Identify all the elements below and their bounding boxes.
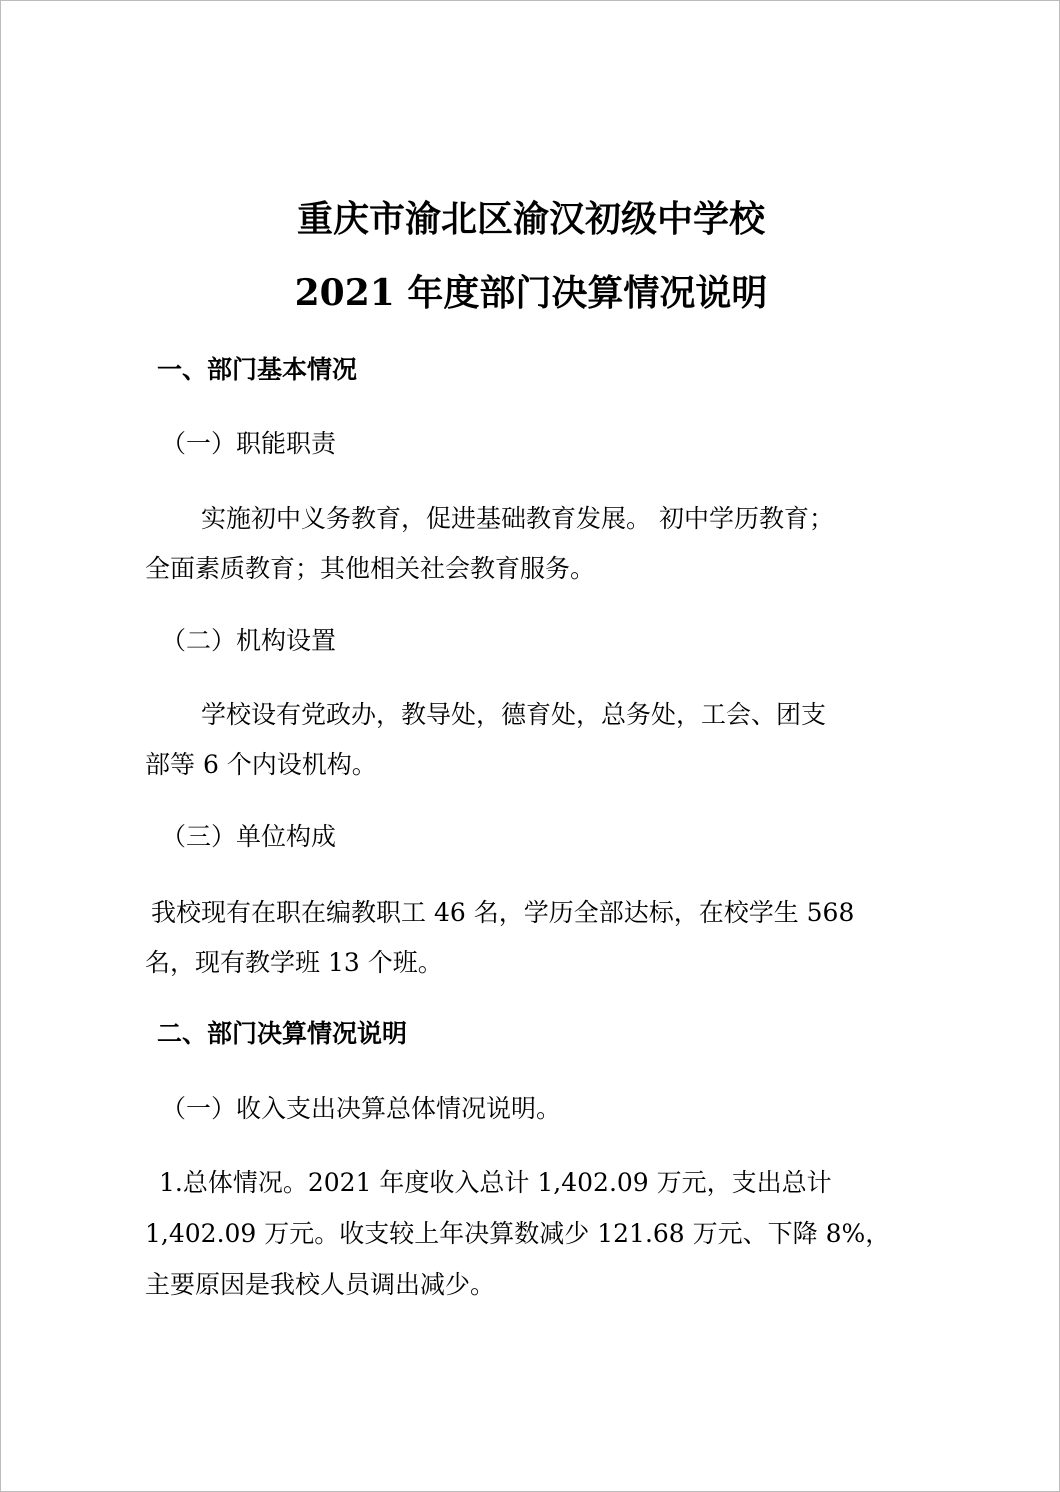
paragraph-line: 实施初中义务教育，促进基础教育发展。 初中学历教育； [201,504,834,533]
section-2-1-heading: （一）收入支出决算总体情况说明。 [161,1094,562,1123]
section-2-1-paragraph [145,1166,890,1302]
section-1-2-paragraph [145,698,826,782]
section-1-1-heading: （一）职能职责 [161,429,337,458]
paragraph-line: 1,402.09 万元。收支较上年决算数减少 121.68 万元、下降 8%， [145,1219,891,1248]
paragraph-line: 部等 6 个内设机构。 [145,750,377,779]
section-1-3-paragraph [145,896,854,980]
section-1-3-heading: （三）单位构成 [161,822,337,851]
section-2-heading: 二、部门决算情况说明 [157,1019,408,1048]
paragraph-line: 学校设有党政办，教导处，德育处，总务处，工会、团支 [201,700,827,729]
paragraph-line: 1.总体情况。2021 年度收入总计 1,402.09 万元，支出总计 [159,1168,832,1197]
document-title-line-1: 重庆市渝北区渝汉初级中学校 [296,198,765,240]
paragraph-line: 我校现有在职在编教职工 46 名，学历全部达标，在校学生 568 [151,898,855,927]
paragraph-line: 主要原因是我校人员调出减少。 [145,1270,496,1299]
section-1-1-paragraph [145,502,834,586]
paragraph-line: 全面素质教育；其他相关社会教育服务。 [145,554,596,583]
section-1-heading: 一、部门基本情况 [157,355,358,384]
section-1-2-heading: （二）机构设置 [161,626,337,655]
paragraph-line: 名，现有教学班 13 个班。 [145,948,443,977]
document-title-line-2: 2021 年度部门决算情况说明 [294,272,768,314]
